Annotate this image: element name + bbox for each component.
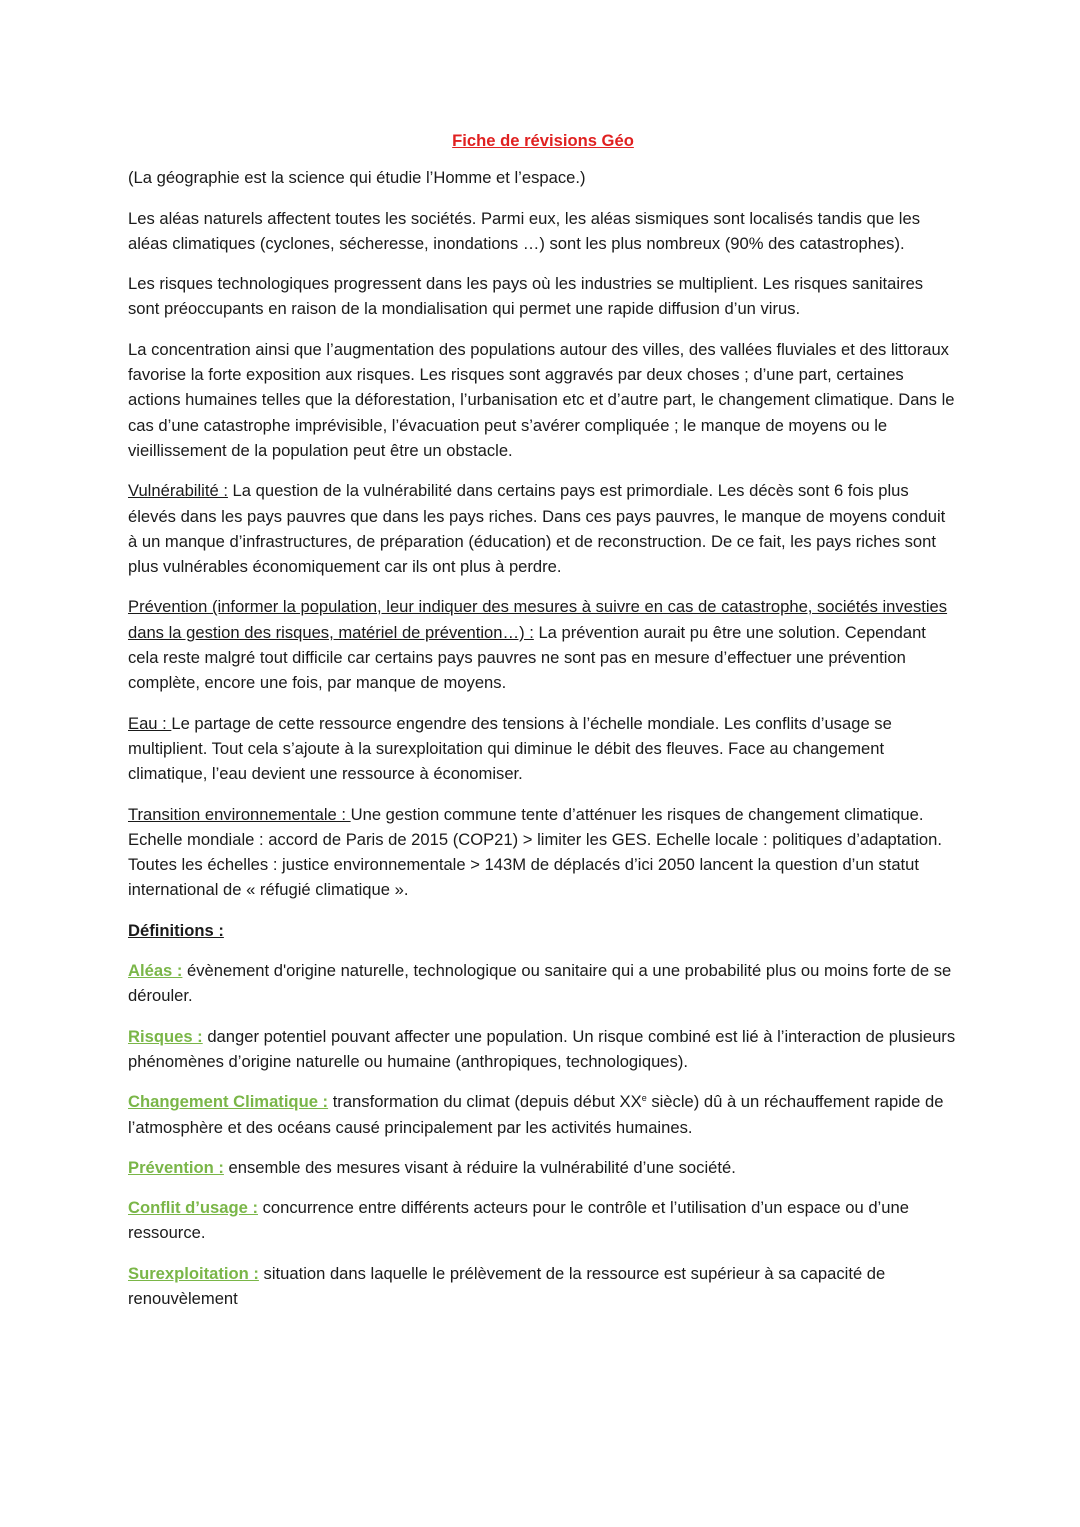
text-transition: Une gestion commune tente d’atténuer les risques de changement climatique. Echelle mondiale : accord de Paris de 2015 (COP21) > limiter les GES. Echelle locale : politiques d’adaptation. Toutes les échelles : justice environnementale > 143M de déplacés d’ici 2050 lancent la question d’un statut international de « réfugié climatique ». <box>128 804 942 900</box>
paragraph-eau <box>128 711 958 787</box>
definition-text-changement-a: transformation du climat (depuis début XX <box>328 1092 642 1112</box>
superscript-e: e <box>641 1093 647 1104</box>
definition-text-surexploitation: situation dans laquelle le prélèvement de la ressource est supérieur à sa capacité de renouvèlement <box>128 1263 886 1308</box>
term-surexploitation: Surexploitation : <box>128 1263 259 1283</box>
label-vulnerabilite: Vulnérabilité : <box>128 481 228 501</box>
definition-text-changement-b: siècle) dû à un réchauffement rapide de l’atmosphère et des océans causé principalement par les activités humaines. <box>128 1092 944 1137</box>
document-page <box>128 128 958 1326</box>
paragraph-aleas-naturels: Les aléas naturels affectent toutes les sociétés. Parmi eux, les aléas sismiques sont localisés tandis que les aléas climatiques (cyclones, sécheresse, inondations …) sont les plus nombreux (90% des catastrophes). <box>128 208 921 253</box>
text-eau: Le partage de cette ressource engendre des tensions à l’échelle mondiale. Les conflits d’usage se multiplient. Tout cela s’ajoute à la surexploitation qui diminue le débit des fleuves. Face au changement climatique, l’eau devient une ressource à économiser. <box>128 713 892 784</box>
paragraph-transition <box>128 802 958 903</box>
definition-text-prevention: ensemble des mesures visant à réduire la vulnérabilité d’une société. <box>223 1157 736 1177</box>
text-vulnerabilite: La question de la vulnérabilité dans certains pays est primordiale. Les décès sont 6 fois plus élevés dans les pays pauvres que dans les pays riches. Dans ces pays pauvres, le manque de moyens conduit à un manque d’infrastructures, de préparation (éducation) et de reconstruction. De ce fait, les pays riches sont plus vulnérables économiquement car ils ont plus à perdre. <box>128 481 946 577</box>
definitions-heading: Définitions : <box>128 920 224 940</box>
paragraph-risques-technologiques: Les risques technologiques progressent dans les pays où les industries se multiplient. Les risques sanitaires sont préoccupants en raison de la mondialisation qui permet une rapide diffusion d’un virus. <box>128 274 924 319</box>
label-prevention: Prévention (informer la population, leur indiquer des mesures à suivre en cas de catastrophe, sociétés investies dans la gestion des risques, matériel de prévention…) : <box>128 597 948 642</box>
definition-conflit-usage <box>128 1195 958 1246</box>
term-aleas: Aléas : <box>128 961 183 981</box>
text-prevention: La prévention aurait pu être une solution. Cependant cela reste malgré tout difficile car certains pays pauvres ne sont pas en mesure d’effectuer une prévention complète, encore une fois, par manque de moyens. <box>128 622 926 693</box>
definition-aleas <box>128 958 958 1009</box>
definition-text-conflit-usage: concurrence entre différents acteurs pour le contrôle et l’utilisation d’un espace ou d’une ressource. <box>128 1198 909 1243</box>
paragraph-vulnerabilite <box>128 478 958 579</box>
term-risques: Risques : <box>128 1026 203 1046</box>
term-prevention: Prévention : <box>128 1157 224 1177</box>
definition-text-risques: danger potentiel pouvant affecter une population. Un risque combiné est lié à l’interaction de plusieurs phénomènes d’origine naturelle ou humaine (anthropiques, technologiques). <box>128 1026 956 1071</box>
term-changement-climatique: Changement Climatique : <box>128 1092 329 1112</box>
definition-prevention <box>128 1155 958 1180</box>
definition-risques <box>128 1024 958 1075</box>
definition-changement-climatique <box>128 1089 958 1140</box>
paragraph-concentration: La concentration ainsi que l’augmentation des populations autour des villes, des vallées fluviales et des littoraux favorise la forte exposition aux risques. Les risques sont aggravés par deux choses ; d’une part, certaines actions humaines telles que la déforestation, l’urbanisation etc et d’autre part, le changement climatique. Dans le cas d’une catastrophe imprévisible, l’évacuation peut s’avérer compliquée ; le manque de moyens ou le vieillissement de la population peut être un obstacle. <box>128 339 955 460</box>
term-conflit-usage: Conflit d’usage : <box>128 1198 258 1218</box>
definition-text-aleas: évènement d'origine naturelle, technologique ou sanitaire qui a une probabilité plus ou moins forte de se dérouler. <box>128 961 952 1006</box>
definition-surexploitation <box>128 1261 958 1312</box>
label-transition: Transition environnementale : <box>128 804 351 824</box>
paragraph-prevention <box>128 594 958 695</box>
intro-paragraph: (La géographie est la science qui étudie l’Homme et l’espace.) <box>128 168 586 188</box>
document-title: Fiche de révisions Géo <box>452 131 634 150</box>
label-eau: Eau : <box>128 713 172 733</box>
